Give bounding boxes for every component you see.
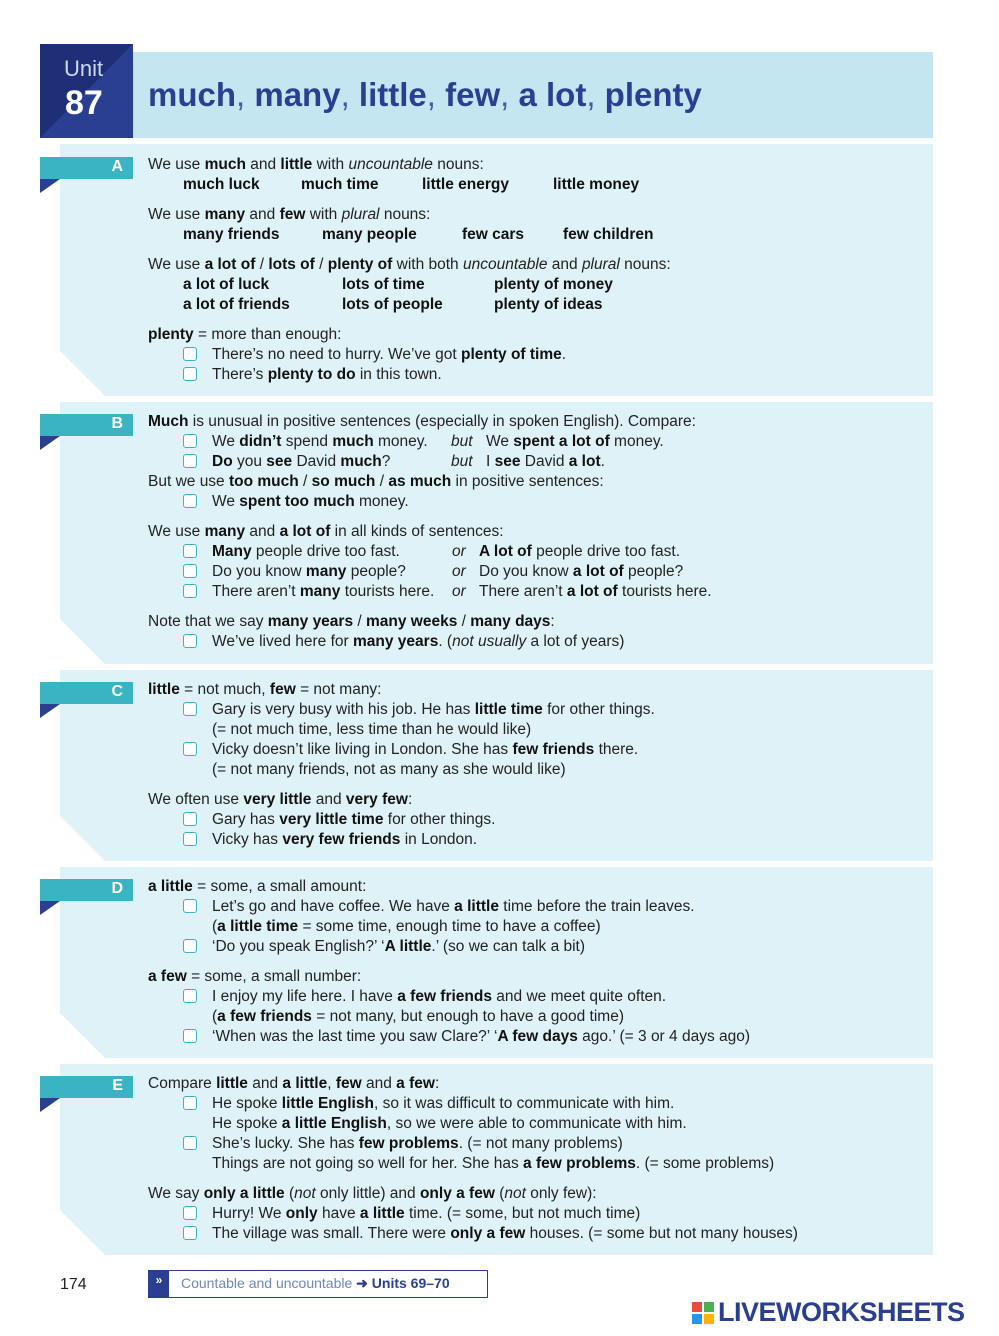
- rule-text: a little = some, a small amount:: [148, 878, 367, 895]
- audio-checkbox[interactable]: [183, 347, 197, 361]
- example-sentence: He spoke a little English, so we were able to communicate with him.: [212, 1115, 687, 1132]
- rule-text: Compare little and a little, few and a few:: [148, 1075, 440, 1092]
- rule-text: little = not much, few = not many:: [148, 681, 382, 698]
- audio-checkbox[interactable]: [183, 1096, 197, 1110]
- example-sentence: Gary has very little time for other things.: [212, 811, 496, 828]
- section-tab-c: C: [40, 682, 133, 704]
- audio-checkbox[interactable]: [183, 1226, 197, 1240]
- section-corner: [60, 1210, 105, 1255]
- audio-checkbox[interactable]: [183, 939, 197, 953]
- section-tab-a: A: [40, 157, 133, 179]
- example-word: lots of time: [342, 276, 425, 293]
- title-word: a lot: [518, 76, 587, 113]
- example-word: little energy: [422, 176, 509, 193]
- audio-checkbox[interactable]: [183, 832, 197, 846]
- title-sep: ,: [586, 76, 596, 113]
- example-sentence: ‘Do you speak English?’ ‘A little.’ (so we can talk a bit): [212, 938, 586, 955]
- example-sentence: I see David a lot.: [486, 453, 605, 470]
- example-sentence: Gary is very busy with his job. He has little time for other things.: [212, 701, 655, 718]
- logo-wordmark: LIVEWORKSHEETS: [718, 1297, 965, 1327]
- rule-text: plenty = more than enough:: [148, 326, 342, 343]
- example-note: (a few friends = not many, but enough to have a good time): [212, 1008, 624, 1025]
- example-word: much luck: [183, 176, 260, 193]
- section-corner: [60, 816, 105, 861]
- example-sentence: Hurry! We only have a little time. (= some, but not much time): [212, 1205, 641, 1222]
- example-sentence: Let’s go and have coffee. We have a little time before the train leaves.: [212, 898, 695, 915]
- audio-checkbox[interactable]: [183, 899, 197, 913]
- example-sentence: Vicky has very few friends in London.: [212, 831, 478, 848]
- example-sentence: Do you see David much?: [212, 453, 391, 470]
- example-word: little money: [553, 176, 640, 193]
- audio-checkbox[interactable]: [183, 434, 197, 448]
- compare-word: but: [451, 453, 473, 470]
- rule-text: We use many and a lot of in all kinds of sentences:: [148, 523, 504, 540]
- cross-reference-text: Countable and uncountable ➜ Units 69–70: [181, 1275, 450, 1291]
- compare-word: or: [452, 583, 466, 600]
- example-word: much time: [301, 176, 379, 193]
- example-sentence: There’s plenty to do in this town.: [212, 366, 442, 383]
- title-sep: ,: [236, 76, 246, 113]
- audio-checkbox[interactable]: [183, 702, 197, 716]
- audio-checkbox[interactable]: [183, 812, 197, 826]
- audio-checkbox[interactable]: [183, 1029, 197, 1043]
- example-note: (a little time = some time, enough time to have a coffee): [212, 918, 601, 935]
- example-word: few children: [563, 226, 654, 243]
- audio-checkbox[interactable]: [183, 584, 197, 598]
- audio-checkbox[interactable]: [183, 564, 197, 578]
- example-sentence: There aren’t many tourists here.: [212, 583, 435, 600]
- logo-grid-icon: [692, 1302, 714, 1324]
- section-corner: [60, 619, 105, 664]
- example-sentence: We spent a lot of money.: [486, 433, 664, 450]
- example-sentence: We spent too much money.: [212, 493, 409, 510]
- double-chevron-icon: »: [149, 1271, 169, 1297]
- example-word: a lot of luck: [183, 276, 270, 293]
- audio-checkbox[interactable]: [183, 544, 197, 558]
- example-word: a lot of friends: [183, 296, 290, 313]
- title-word: much: [148, 76, 237, 113]
- example-sentence: Many people drive too fast.: [212, 543, 400, 560]
- section-corner: [60, 1013, 105, 1058]
- example-sentence: There’s no need to hurry. We’ve got plenty of time.: [212, 346, 567, 363]
- rule-text: a few = some, a small number:: [148, 968, 362, 985]
- example-sentence: Do you know a lot of people?: [479, 563, 684, 580]
- title-sep: ,: [340, 76, 350, 113]
- audio-checkbox[interactable]: [183, 1206, 197, 1220]
- cross-reference-link[interactable]: [148, 1270, 488, 1298]
- section-tab-e: E: [40, 1076, 133, 1098]
- rule-text: But we use too much / so much / as much in positive sentences:: [148, 473, 604, 490]
- example-sentence: ‘When was the last time you saw Clare?’ ‘A few days ago.’ (= 3 or 4 days ago): [212, 1028, 751, 1045]
- compare-word: or: [452, 563, 466, 580]
- section-tab-d: D: [40, 879, 133, 901]
- example-word: many friends: [183, 226, 280, 243]
- title-word: many: [254, 76, 341, 113]
- audio-checkbox[interactable]: [183, 742, 197, 756]
- page-title: [148, 76, 702, 114]
- rule-text: Much is unusual in positive sentences (especially in spoken English). Compare:: [148, 413, 696, 430]
- example-sentence: I enjoy my life here. I have a few friends and we meet quite often.: [212, 988, 667, 1005]
- audio-checkbox[interactable]: [183, 367, 197, 381]
- page-number: 174: [60, 1276, 87, 1293]
- audio-checkbox[interactable]: [183, 989, 197, 1003]
- unit-number: 87: [65, 84, 103, 122]
- example-word: plenty of ideas: [494, 296, 603, 313]
- example-word: plenty of money: [494, 276, 613, 293]
- example-sentence: A lot of people drive too fast.: [479, 543, 681, 560]
- compare-word: but: [451, 433, 473, 450]
- example-sentence: There aren’t a lot of tourists here.: [479, 583, 712, 600]
- section-tab-b: B: [40, 414, 133, 436]
- example-word: many people: [322, 226, 417, 243]
- unit-badge: [40, 44, 133, 138]
- title-sep: ,: [500, 76, 510, 113]
- example-sentence: Vicky doesn’t like living in London. She has few friends there.: [212, 741, 639, 758]
- audio-checkbox[interactable]: [183, 494, 197, 508]
- example-word: lots of people: [342, 296, 443, 313]
- title-word: plenty: [604, 76, 702, 113]
- compare-word: or: [452, 543, 466, 560]
- unit-label: Unit: [64, 56, 104, 81]
- example-sentence: He spoke little English, so it was difficult to communicate with him.: [212, 1095, 675, 1112]
- example-sentence: The village was small. There were only a few houses. (= some but not many houses): [212, 1225, 798, 1242]
- title-word: little: [358, 76, 427, 113]
- rule-text: We use many and few with plural nouns:: [148, 206, 431, 223]
- title-word: few: [445, 76, 501, 113]
- liveworksheets-logo: [692, 1297, 988, 1327]
- rule-text: We say only a little (not only little) and only a few (not only few):: [148, 1185, 597, 1202]
- example-sentence: We didn’t spend much money.: [212, 433, 428, 450]
- example-word: few cars: [462, 226, 525, 243]
- example-note: (= not many friends, not as many as she would like): [212, 761, 566, 778]
- example-sentence: Things are not going so well for her. She has a few problems. (= some problems): [212, 1155, 775, 1172]
- example-sentence: She’s lucky. She has few problems. (= not many problems): [212, 1135, 623, 1152]
- audio-checkbox[interactable]: [183, 1136, 197, 1150]
- rule-text: We use much and little with uncountable nouns:: [148, 156, 484, 173]
- example-sentence: We’ve lived here for many years. (not usually a lot of years): [212, 633, 625, 650]
- title-sep: ,: [426, 76, 436, 113]
- example-note: (= not much time, less time than he would like): [212, 721, 532, 738]
- section-corner: [60, 351, 105, 396]
- rule-text: Note that we say many years / many weeks / many days:: [148, 613, 555, 630]
- audio-checkbox[interactable]: [183, 454, 197, 468]
- example-sentence: Do you know many people?: [212, 563, 406, 580]
- rule-text: We often use very little and very few:: [148, 791, 413, 808]
- audio-checkbox[interactable]: [183, 634, 197, 648]
- rule-text: We use a lot of / lots of / plenty of with both uncountable and plural nouns:: [148, 256, 671, 273]
